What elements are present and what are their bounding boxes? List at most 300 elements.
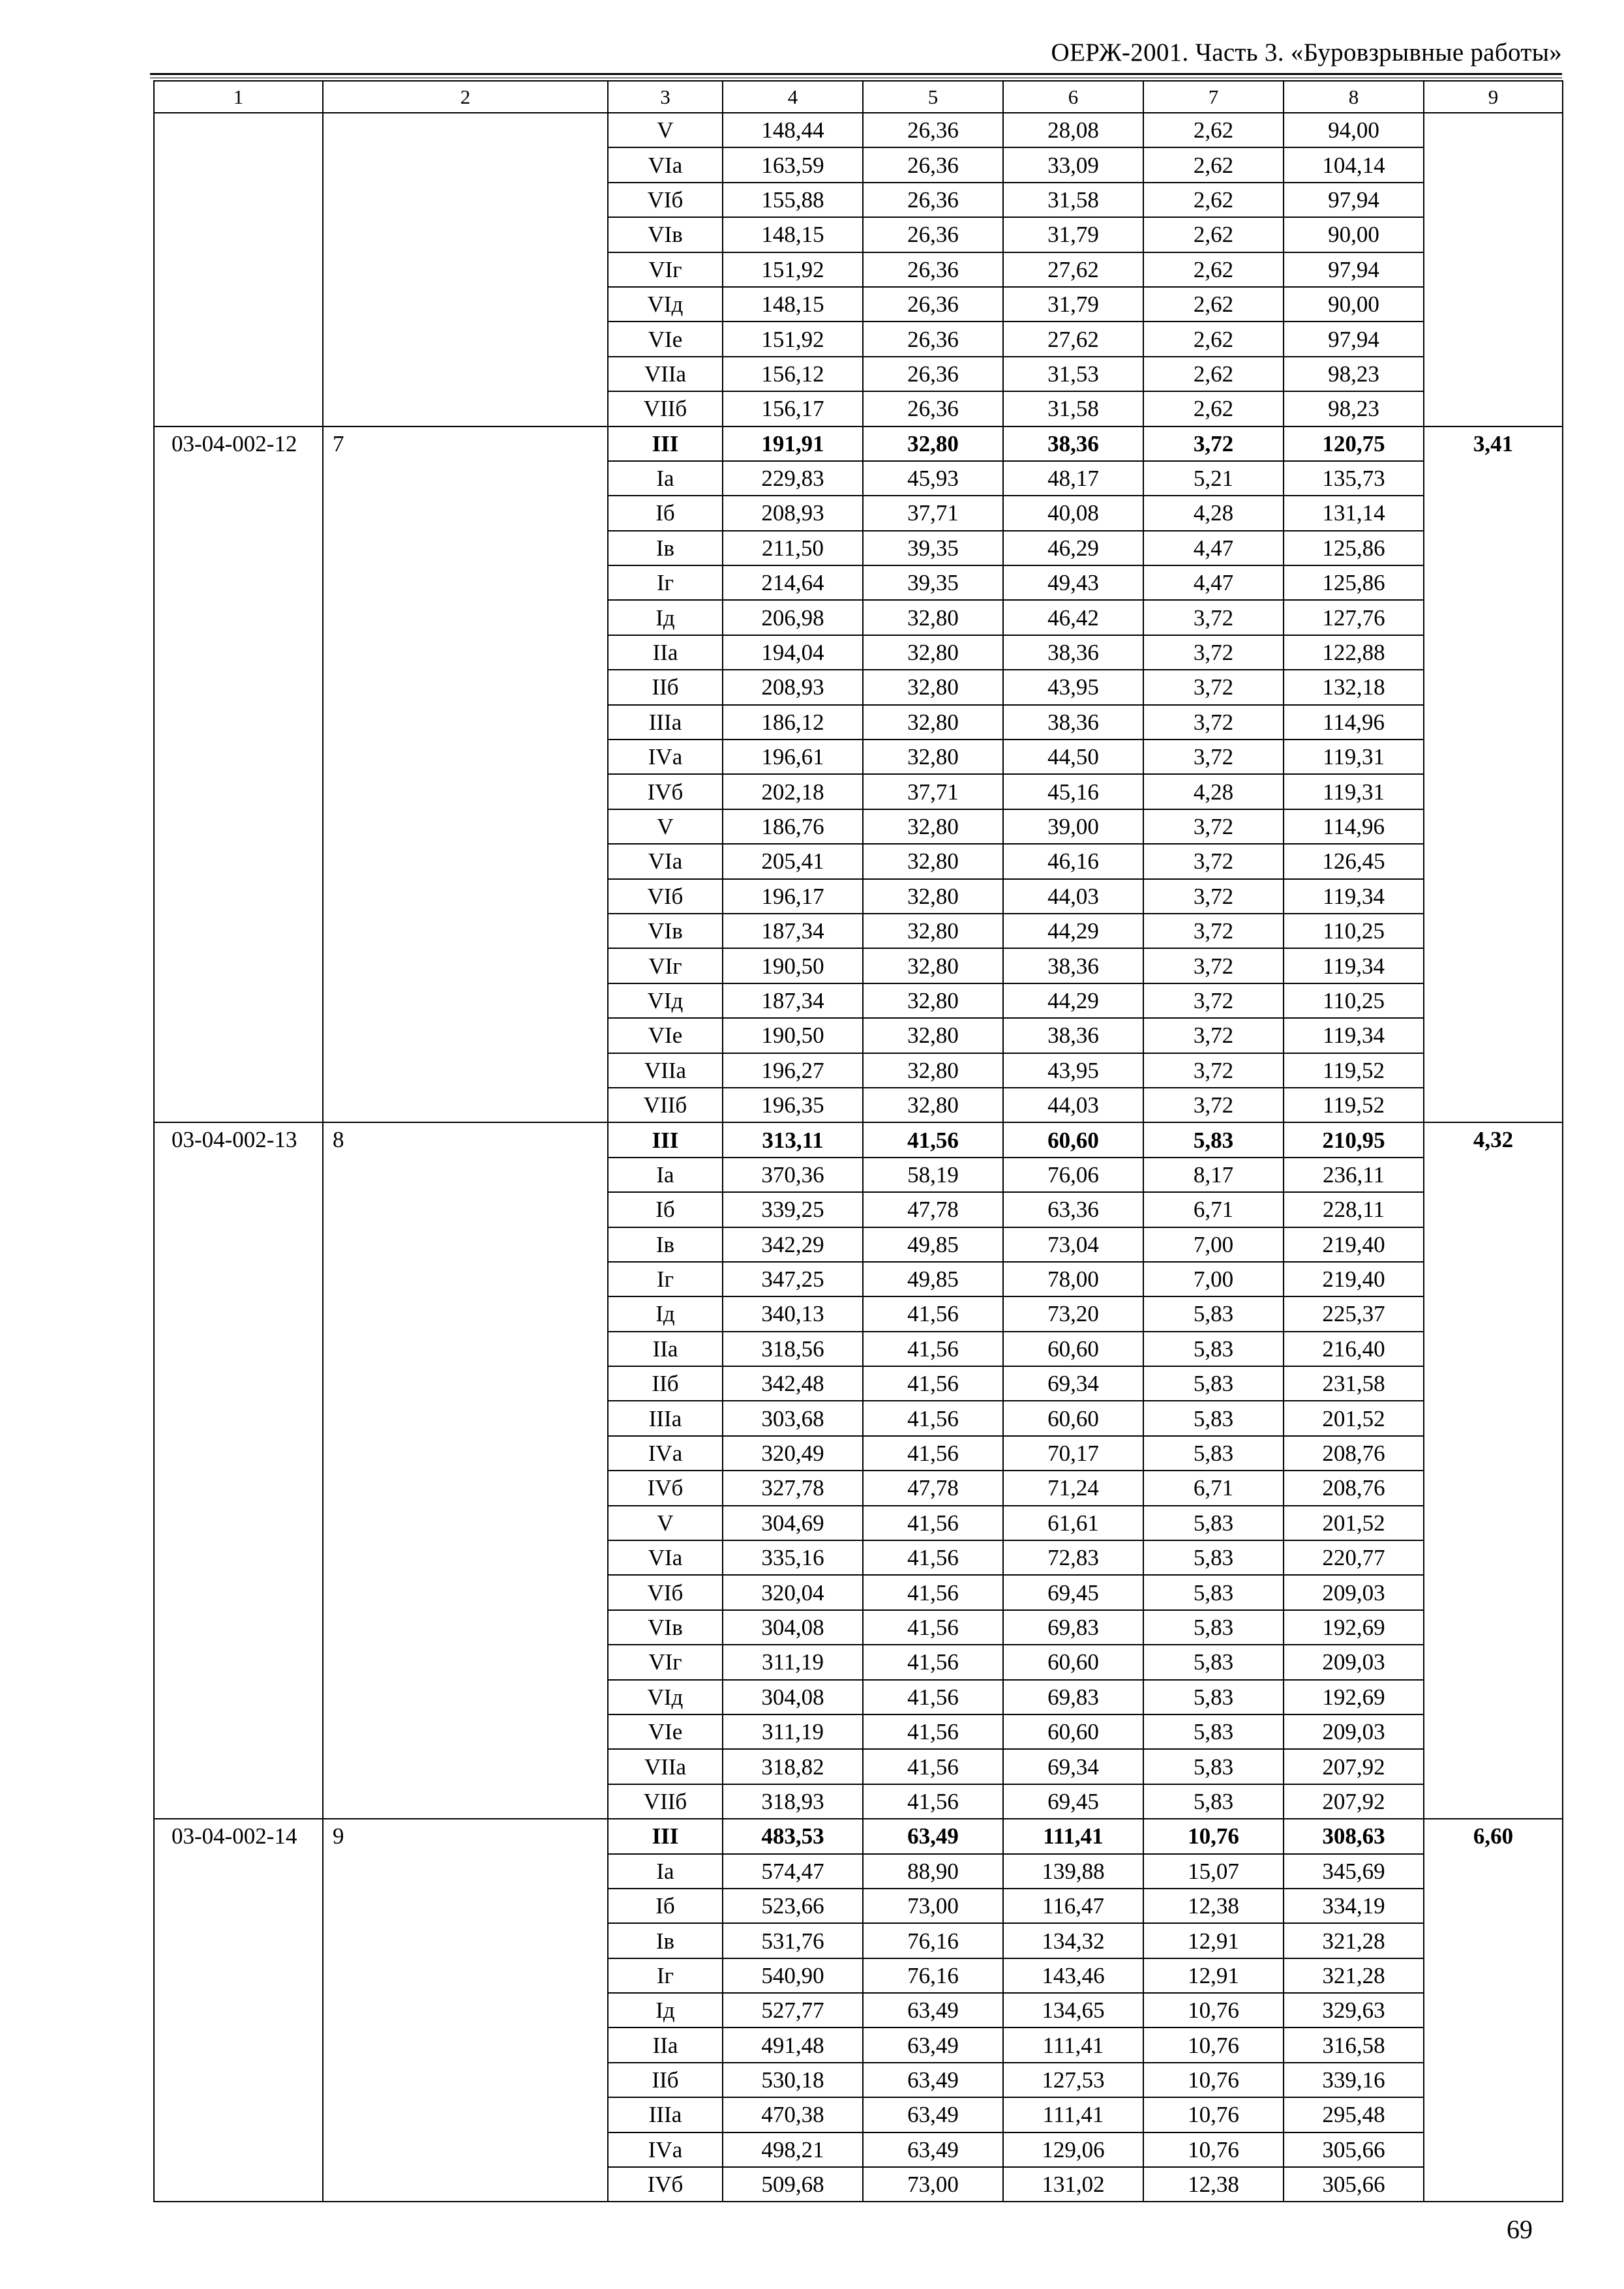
value-cell: 216,40 (1284, 1332, 1424, 1366)
value-cell: 303,68 (723, 1401, 863, 1435)
value-cell: 58,19 (863, 1158, 1003, 1192)
value-cell: 229,83 (723, 461, 863, 496)
value-cell: 60,60 (1003, 1332, 1143, 1366)
value-cell: 5,83 (1143, 1296, 1284, 1331)
value-cell: 3,72 (1143, 740, 1284, 774)
value-cell: 304,08 (723, 1610, 863, 1645)
value-cell: 5,83 (1143, 1366, 1284, 1401)
value-cell: 76,16 (863, 1958, 1003, 1993)
value-cell: 3,72 (1143, 879, 1284, 914)
value-cell: 46,42 (1003, 600, 1143, 635)
value-cell: 311,19 (723, 1714, 863, 1749)
value-cell: 5,83 (1143, 1714, 1284, 1749)
category-cell: VIг (608, 1645, 723, 1679)
category-cell: IVа (608, 740, 723, 774)
value-cell: 32,80 (863, 948, 1003, 983)
value-cell: 94,00 (1284, 113, 1424, 147)
value-cell: 10,76 (1143, 1819, 1284, 1853)
value-cell: 32,80 (863, 670, 1003, 704)
value-cell: 4,47 (1143, 531, 1284, 565)
value-cell: 41,56 (863, 1645, 1003, 1679)
rate-code-cell (154, 113, 323, 426)
value-cell: 5,83 (1143, 1506, 1284, 1540)
value-cell: 5,83 (1143, 1784, 1284, 1819)
value-cell: 3,72 (1143, 670, 1284, 704)
value-cell: 135,73 (1284, 461, 1424, 496)
value-cell: 321,28 (1284, 1923, 1424, 1958)
value-cell: 148,15 (723, 217, 863, 252)
value-cell: 71,24 (1003, 1471, 1143, 1505)
value-cell: 3,72 (1143, 983, 1284, 1018)
category-cell: Iд (608, 600, 723, 635)
value-cell: 329,63 (1284, 1993, 1424, 2027)
value-cell: 49,85 (863, 1262, 1003, 1296)
value-cell: 228,11 (1284, 1192, 1424, 1227)
value-cell: 220,77 (1284, 1540, 1424, 1575)
value-cell: 119,34 (1284, 948, 1424, 983)
value-cell: 523,66 (723, 1889, 863, 1923)
value-cell: 132,18 (1284, 670, 1424, 704)
value-cell: 41,56 (863, 1122, 1003, 1157)
value-cell: 41,56 (863, 1714, 1003, 1749)
value-cell: 483,53 (723, 1819, 863, 1853)
value-cell: 26,36 (863, 322, 1003, 356)
category-cell: III (608, 1122, 723, 1157)
category-cell: IIб (608, 2063, 723, 2097)
value-cell: 3,72 (1143, 844, 1284, 878)
value-cell: 10,76 (1143, 1993, 1284, 2027)
category-cell: VIв (608, 217, 723, 252)
column-number: 5 (863, 81, 1003, 113)
value-cell: 32,80 (863, 600, 1003, 635)
value-cell: 5,83 (1143, 1401, 1284, 1435)
value-cell: 119,31 (1284, 740, 1424, 774)
value-cell: 122,88 (1284, 635, 1424, 670)
category-cell: VIб (608, 879, 723, 914)
value-cell: 31,79 (1003, 287, 1143, 322)
value-cell: 163,59 (723, 147, 863, 182)
value-cell: 207,92 (1284, 1749, 1424, 1784)
category-cell: IIIа (608, 705, 723, 740)
value-cell: 134,32 (1003, 1923, 1143, 1958)
value-cell: 41,56 (863, 1575, 1003, 1609)
value-cell: 97,94 (1284, 322, 1424, 356)
value-cell: 186,12 (723, 705, 863, 740)
value-cell: 209,03 (1284, 1645, 1424, 1679)
value-cell: 32,80 (863, 740, 1003, 774)
value-cell: 207,92 (1284, 1784, 1424, 1819)
value-cell: 194,04 (723, 635, 863, 670)
value-cell: 41,56 (863, 1540, 1003, 1575)
value-cell: 3,72 (1143, 948, 1284, 983)
value-cell: 32,80 (863, 705, 1003, 740)
value-cell: 3,72 (1143, 914, 1284, 948)
category-cell: VIIб (608, 1784, 723, 1819)
value-cell: 5,83 (1143, 1610, 1284, 1645)
value-cell: 304,69 (723, 1506, 863, 1540)
category-cell: IIб (608, 1366, 723, 1401)
value-cell: 531,76 (723, 1923, 863, 1958)
value-cell: 3,72 (1143, 809, 1284, 844)
category-cell: IIIа (608, 1401, 723, 1435)
value-cell: 69,45 (1003, 1575, 1143, 1609)
value-cell: 205,41 (723, 844, 863, 878)
value-cell: 370,36 (723, 1158, 863, 1192)
column-9-cell (1424, 113, 1563, 426)
value-cell: 41,56 (863, 1749, 1003, 1784)
column-number: 2 (323, 81, 608, 113)
category-cell: Iа (608, 1158, 723, 1192)
value-cell: 186,76 (723, 809, 863, 844)
value-cell: 305,66 (1284, 2132, 1424, 2167)
value-cell: 32,80 (863, 879, 1003, 914)
norms-table-body (154, 113, 1563, 2202)
value-cell: 125,86 (1284, 565, 1424, 600)
value-cell: 120,75 (1284, 426, 1424, 461)
category-cell: IVб (608, 774, 723, 809)
value-cell: 63,49 (863, 1993, 1003, 2027)
column-2-cell (323, 113, 608, 426)
column-2-cell: 9 (323, 1819, 608, 2202)
value-cell: 5,21 (1143, 461, 1284, 496)
value-cell: 320,04 (723, 1575, 863, 1609)
value-cell: 2,62 (1143, 183, 1284, 217)
value-cell: 26,36 (863, 183, 1003, 217)
value-cell: 196,61 (723, 740, 863, 774)
value-cell: 3,72 (1143, 1018, 1284, 1053)
value-cell: 41,56 (863, 1401, 1003, 1435)
value-cell: 8,17 (1143, 1158, 1284, 1192)
value-cell: 41,56 (863, 1680, 1003, 1714)
value-cell: 3,72 (1143, 705, 1284, 740)
value-cell: 201,52 (1284, 1506, 1424, 1540)
category-cell: VIа (608, 844, 723, 878)
table-row (154, 426, 1563, 461)
category-cell: Iа (608, 461, 723, 496)
value-cell: 31,58 (1003, 183, 1143, 217)
value-cell: 5,83 (1143, 1749, 1284, 1784)
value-cell: 63,36 (1003, 1192, 1143, 1227)
value-cell: 208,76 (1284, 1436, 1424, 1471)
value-cell: 7,00 (1143, 1227, 1284, 1262)
value-cell: 119,34 (1284, 879, 1424, 914)
value-cell: 72,83 (1003, 1540, 1143, 1575)
value-cell: 37,71 (863, 496, 1003, 530)
value-cell: 60,60 (1003, 1401, 1143, 1435)
value-cell: 39,00 (1003, 809, 1143, 844)
value-cell: 236,11 (1284, 1158, 1424, 1192)
category-cell: IVа (608, 1436, 723, 1471)
value-cell: 339,25 (723, 1192, 863, 1227)
value-cell: 32,80 (863, 844, 1003, 878)
value-cell: 208,93 (723, 670, 863, 704)
value-cell: 104,14 (1284, 147, 1424, 182)
category-cell: VIг (608, 948, 723, 983)
value-cell: 5,83 (1143, 1540, 1284, 1575)
value-cell: 231,58 (1284, 1366, 1424, 1401)
value-cell: 209,03 (1284, 1575, 1424, 1609)
value-cell: 201,52 (1284, 1401, 1424, 1435)
header-rule (150, 73, 1562, 75)
value-cell: 43,95 (1003, 670, 1143, 704)
value-cell: 73,04 (1003, 1227, 1143, 1262)
table-row (154, 1122, 1563, 1157)
value-cell: 119,34 (1284, 1018, 1424, 1053)
value-cell: 32,80 (863, 983, 1003, 1018)
value-cell: 5,83 (1143, 1680, 1284, 1714)
value-cell: 63,49 (863, 2097, 1003, 2132)
value-cell: 88,90 (863, 1854, 1003, 1889)
value-cell: 320,49 (723, 1436, 863, 1471)
category-cell: VIа (608, 1540, 723, 1575)
value-cell: 37,71 (863, 774, 1003, 809)
value-cell: 3,72 (1143, 635, 1284, 670)
rate-code-cell: 03-04-002-12 (154, 426, 323, 1123)
category-cell: VIIа (608, 1749, 723, 1784)
column-number: 6 (1003, 81, 1143, 113)
value-cell: 97,94 (1284, 183, 1424, 217)
value-cell: 127,53 (1003, 2063, 1143, 2097)
value-cell: 491,48 (723, 2027, 863, 2062)
value-cell: 111,41 (1003, 1819, 1143, 1853)
value-cell: 119,31 (1284, 774, 1424, 809)
category-cell: VIд (608, 287, 723, 322)
value-cell: 26,36 (863, 357, 1003, 391)
value-cell: 225,37 (1284, 1296, 1424, 1331)
value-cell: 129,06 (1003, 2132, 1143, 2167)
category-cell: IIа (608, 635, 723, 670)
column-2-cell: 8 (323, 1122, 608, 1819)
value-cell: 12,38 (1143, 2167, 1284, 2202)
category-cell: VIIа (608, 1053, 723, 1088)
value-cell: 38,36 (1003, 705, 1143, 740)
value-cell: 304,08 (723, 1680, 863, 1714)
value-cell: 192,69 (1284, 1610, 1424, 1645)
value-cell: 311,19 (723, 1645, 863, 1679)
value-cell: 156,17 (723, 391, 863, 426)
value-cell: 131,14 (1284, 496, 1424, 530)
category-cell: Iг (608, 565, 723, 600)
value-cell: 27,62 (1003, 322, 1143, 356)
value-cell: 44,03 (1003, 879, 1143, 914)
category-cell: IIа (608, 2027, 723, 2062)
value-cell: 6,71 (1143, 1471, 1284, 1505)
value-cell: 38,36 (1003, 948, 1143, 983)
category-cell: VIг (608, 252, 723, 287)
value-cell: 2,62 (1143, 252, 1284, 287)
value-cell: 41,56 (863, 1366, 1003, 1401)
column-number-row (154, 81, 1563, 113)
value-cell: 39,35 (863, 565, 1003, 600)
value-cell: 530,18 (723, 2063, 863, 2097)
value-cell: 339,16 (1284, 2063, 1424, 2097)
value-cell: 45,16 (1003, 774, 1143, 809)
value-cell: 209,03 (1284, 1714, 1424, 1749)
value-cell: 126,45 (1284, 844, 1424, 878)
value-cell: 33,09 (1003, 147, 1143, 182)
value-cell: 49,85 (863, 1227, 1003, 1262)
value-cell: 73,00 (863, 2167, 1003, 2202)
value-cell: 148,15 (723, 287, 863, 322)
value-cell: 12,91 (1143, 1923, 1284, 1958)
value-cell: 38,36 (1003, 635, 1143, 670)
category-cell: VIIб (608, 1088, 723, 1122)
value-cell: 190,50 (723, 1018, 863, 1053)
value-cell: 119,52 (1284, 1088, 1424, 1122)
value-cell: 63,49 (863, 1819, 1003, 1853)
value-cell: 347,25 (723, 1262, 863, 1296)
value-cell: 192,69 (1284, 1680, 1424, 1714)
value-cell: 41,56 (863, 1332, 1003, 1366)
value-cell: 2,62 (1143, 322, 1284, 356)
value-cell: 38,36 (1003, 426, 1143, 461)
category-cell: Iб (608, 1889, 723, 1923)
value-cell: 48,17 (1003, 461, 1143, 496)
value-cell: 3,72 (1143, 1088, 1284, 1122)
value-cell: 342,29 (723, 1227, 863, 1262)
value-cell: 32,80 (863, 1018, 1003, 1053)
value-cell: 31,58 (1003, 391, 1143, 426)
value-cell: 28,08 (1003, 113, 1143, 147)
value-cell: 2,62 (1143, 147, 1284, 182)
value-cell: 60,60 (1003, 1122, 1143, 1157)
value-cell: 151,92 (723, 322, 863, 356)
category-cell: Iг (608, 1262, 723, 1296)
category-cell: Iд (608, 1296, 723, 1331)
value-cell: 114,96 (1284, 705, 1424, 740)
value-cell: 61,61 (1003, 1506, 1143, 1540)
column-9-cell: 3,41 (1424, 426, 1563, 1123)
value-cell: 134,65 (1003, 1993, 1143, 2027)
value-cell: 44,50 (1003, 740, 1143, 774)
value-cell: 470,38 (723, 2097, 863, 2132)
value-cell: 98,23 (1284, 357, 1424, 391)
value-cell: 41,56 (863, 1436, 1003, 1471)
value-cell: 7,00 (1143, 1262, 1284, 1296)
value-cell: 97,94 (1284, 252, 1424, 287)
category-cell: Iб (608, 1192, 723, 1227)
value-cell: 111,41 (1003, 2097, 1143, 2132)
value-cell: 3,72 (1143, 1053, 1284, 1088)
value-cell: 318,93 (723, 1784, 863, 1819)
category-cell: VIIа (608, 357, 723, 391)
value-cell: 202,18 (723, 774, 863, 809)
value-cell: 305,66 (1284, 2167, 1424, 2202)
norms-table (153, 80, 1563, 2202)
value-cell: 69,83 (1003, 1680, 1143, 1714)
value-cell: 6,71 (1143, 1192, 1284, 1227)
value-cell: 32,80 (863, 1088, 1003, 1122)
value-cell: 540,90 (723, 1958, 863, 1993)
category-cell: IVб (608, 2167, 723, 2202)
category-cell: VIб (608, 1575, 723, 1609)
category-cell: VIд (608, 983, 723, 1018)
category-cell: VIIб (608, 391, 723, 426)
value-cell: 69,34 (1003, 1749, 1143, 1784)
category-cell: Iв (608, 1923, 723, 1958)
column-number: 1 (154, 81, 323, 113)
value-cell: 2,62 (1143, 217, 1284, 252)
value-cell: 509,68 (723, 2167, 863, 2202)
value-cell: 76,16 (863, 1923, 1003, 1958)
value-cell: 208,76 (1284, 1471, 1424, 1505)
value-cell: 340,13 (723, 1296, 863, 1331)
value-cell: 32,80 (863, 635, 1003, 670)
value-cell: 219,40 (1284, 1227, 1424, 1262)
value-cell: 26,36 (863, 217, 1003, 252)
value-cell: 26,36 (863, 252, 1003, 287)
value-cell: 73,20 (1003, 1296, 1143, 1331)
value-cell: 4,47 (1143, 565, 1284, 600)
value-cell: 119,52 (1284, 1053, 1424, 1088)
column-2-cell: 7 (323, 426, 608, 1123)
column-number: 8 (1284, 81, 1424, 113)
value-cell: 41,56 (863, 1506, 1003, 1540)
rate-code-cell: 03-04-002-14 (154, 1819, 323, 2202)
value-cell: 334,19 (1284, 1889, 1424, 1923)
value-cell: 125,86 (1284, 531, 1424, 565)
value-cell: 208,93 (723, 496, 863, 530)
value-cell: 111,41 (1003, 2027, 1143, 2062)
value-cell: 60,60 (1003, 1645, 1143, 1679)
value-cell: 155,88 (723, 183, 863, 217)
value-cell: 574,47 (723, 1854, 863, 1889)
value-cell: 196,27 (723, 1053, 863, 1088)
value-cell: 327,78 (723, 1471, 863, 1505)
page-header-title: ОЕРЖ-2001. Часть 3. «Буровзрывные работы» (1051, 38, 1562, 67)
value-cell: 26,36 (863, 113, 1003, 147)
value-cell: 313,11 (723, 1122, 863, 1157)
value-cell: 318,56 (723, 1332, 863, 1366)
value-cell: 76,06 (1003, 1158, 1143, 1192)
value-cell: 5,83 (1143, 1436, 1284, 1471)
value-cell: 78,00 (1003, 1262, 1143, 1296)
value-cell: 335,16 (723, 1540, 863, 1575)
value-cell: 32,80 (863, 426, 1003, 461)
value-cell: 12,91 (1143, 1958, 1284, 1993)
category-cell: VIе (608, 1018, 723, 1053)
value-cell: 69,45 (1003, 1784, 1143, 1819)
value-cell: 98,23 (1284, 391, 1424, 426)
value-cell: 148,44 (723, 113, 863, 147)
value-cell: 114,96 (1284, 809, 1424, 844)
category-cell: IVб (608, 1471, 723, 1505)
value-cell: 5,83 (1143, 1575, 1284, 1609)
category-cell: VIб (608, 183, 723, 217)
value-cell: 10,76 (1143, 2097, 1284, 2132)
value-cell: 32,80 (863, 809, 1003, 844)
value-cell: 214,64 (723, 565, 863, 600)
value-cell: 47,78 (863, 1471, 1003, 1505)
value-cell: 206,98 (723, 600, 863, 635)
value-cell: 131,02 (1003, 2167, 1143, 2202)
value-cell: 63,49 (863, 2063, 1003, 2097)
category-cell: IIа (608, 1332, 723, 1366)
value-cell: 46,29 (1003, 531, 1143, 565)
category-cell: III (608, 426, 723, 461)
value-cell: 44,29 (1003, 983, 1143, 1018)
value-cell: 187,34 (723, 983, 863, 1018)
category-cell: V (608, 809, 723, 844)
value-cell: 210,95 (1284, 1122, 1424, 1157)
value-cell: 191,91 (723, 426, 863, 461)
value-cell: 26,36 (863, 287, 1003, 322)
value-cell: 151,92 (723, 252, 863, 287)
column-9-cell: 4,32 (1424, 1122, 1563, 1819)
value-cell: 10,76 (1143, 2027, 1284, 2062)
value-cell: 31,79 (1003, 217, 1143, 252)
category-cell: IVа (608, 2132, 723, 2167)
